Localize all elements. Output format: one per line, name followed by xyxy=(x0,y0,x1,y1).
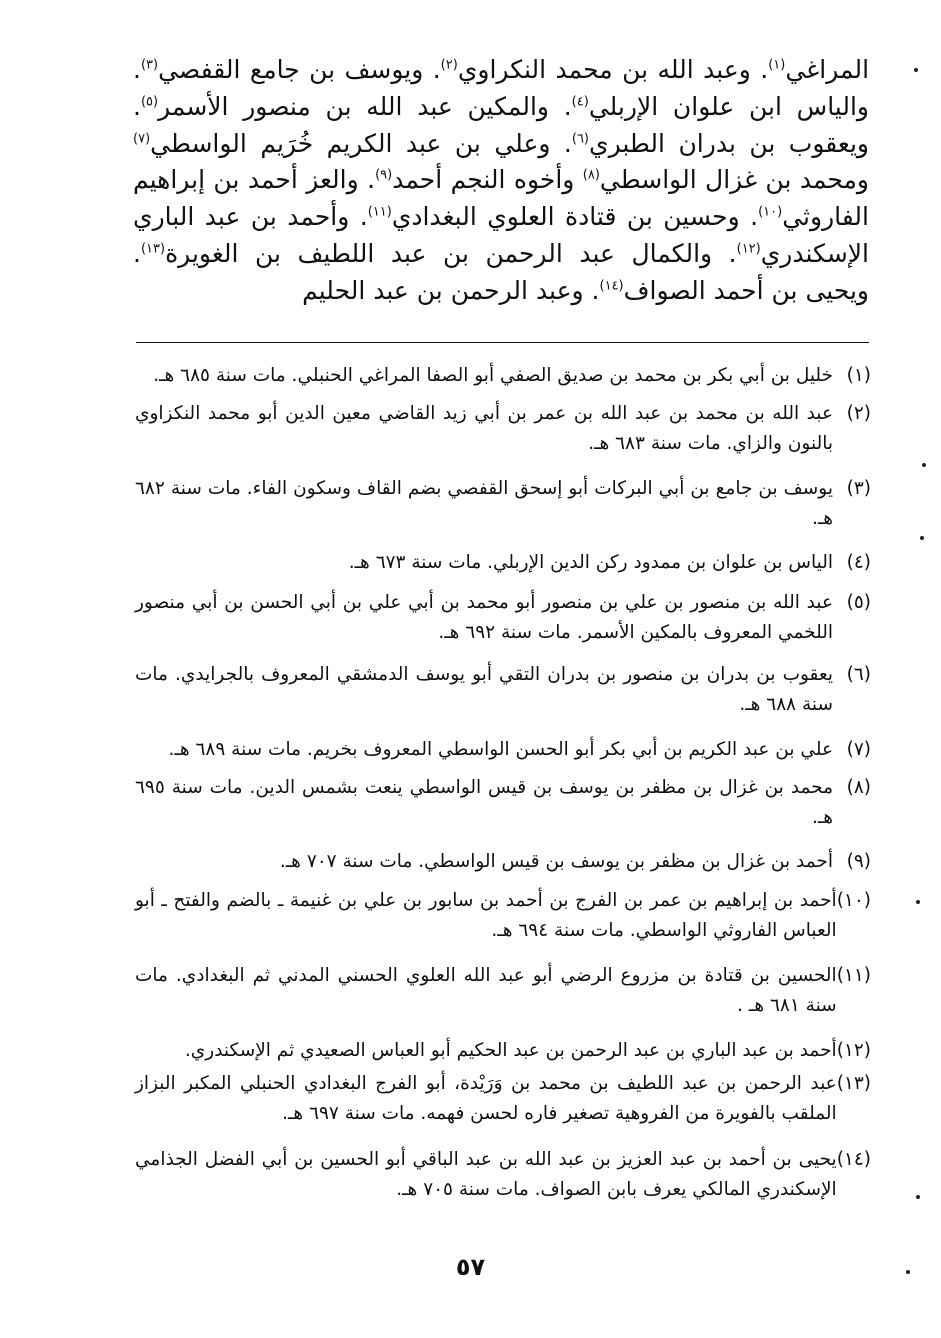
footnote-text: محمد بن غزال بن مظفر بن يوسف بن قيس الواسطي ينعت بشمس الدين. مات سنة ٦٩٥ هـ. xyxy=(135,777,833,828)
footnote-text: أحمد بن عبد الباري بن عبد الرحمن بن عبد الحكيم أبو العباس الصعيدي ثم الإسكندري. xyxy=(184,1040,837,1061)
footnote-text: خليل بن أبي بكر بن محمد بن صديق الصفي أبو الصفا المراغي الحنبلي. مات سنة ٦٨٥ هـ. xyxy=(153,365,833,386)
footnote-number: (٨) xyxy=(846,777,871,798)
text-run: . ويعقوب بن بدران الطبري xyxy=(133,91,869,158)
footnote-reference: (٤) xyxy=(571,94,589,110)
footnote-reference: (٩) xyxy=(375,168,393,184)
footnote-divider xyxy=(136,342,869,343)
footnote-number: (١٤) xyxy=(836,1149,871,1170)
footnote-text: أحمد بن غزال بن مظفر بن يوسف بن قيس الواسطي. مات سنة ٧٠٧ هـ. xyxy=(279,851,833,872)
footnote-number: (٣) xyxy=(846,478,871,499)
footnote-3 xyxy=(135,474,871,534)
footnote-reference: (٦) xyxy=(571,131,589,147)
footnote-number: (١٣) xyxy=(836,1073,871,1094)
footnote-reference: (١) xyxy=(768,57,786,73)
footnote-text: علي بن عبد الكريم بن أبي بكر أبو الحسن الواسطي المعروف بخريم. مات سنة ٦٨٩ هـ. xyxy=(168,739,833,760)
footnote-reference: (٣) xyxy=(140,57,159,73)
footnote-7 xyxy=(135,735,871,765)
footnote-reference: (١٤) xyxy=(599,278,624,294)
footnote-reference: (٥) xyxy=(140,94,159,110)
footnote-5 xyxy=(135,588,871,648)
footnote-reference: (١٣) xyxy=(140,241,166,257)
text-run: . والكمال عبد الرحمن بن عبد اللطيف بن الغويرة xyxy=(165,238,737,268)
footnote-text: أحمد بن إبراهيم بن عمر بن الفرج بن أحمد بن سابور بن علي بن غنيمة ـ بالضم والفتح ـ أبو العباس الفاروثي الواسطي. مات سنة ٦٩٤ هـ. xyxy=(135,890,837,941)
footnote-text: عبد الله بن منصور بن علي بن منصور أبو محمد بن أبي علي بن أبي الحسن بن أبي منصور اللخمي المعروف بالمكين الأسمر. مات سنة ٦٩٢ هـ. xyxy=(135,592,833,643)
scan-speck xyxy=(906,1270,910,1274)
text-run: . ويحيى بن أحمد الصواف xyxy=(133,238,869,305)
text-run: . والعز أحمد بن إبراهيم الفاروثي xyxy=(133,165,869,232)
text-run: . وعلي بن عبد الكريم خُرَيم الواسطي xyxy=(150,128,572,158)
footnote-reference: (٧) xyxy=(133,131,151,147)
text-run: المراغي xyxy=(785,55,870,84)
text-run: ومحمد بن غزال الواسطي xyxy=(599,165,870,195)
footnote-number: (١١) xyxy=(836,965,871,986)
text-run: . والياس ابن علوان الإربلي xyxy=(133,55,869,121)
text-run: . وحسين بن قتادة العلوي البغدادي xyxy=(391,202,759,232)
text-run: . وعبد الله بن محمد النكراوي xyxy=(457,55,769,84)
footnote-reference: (١٢) xyxy=(736,241,761,257)
footnote-6 xyxy=(135,660,871,720)
main-paragraph xyxy=(133,52,869,310)
scan-speck xyxy=(920,536,924,540)
footnote-text: الحسين بن قتادة بن مزروع الرضي أبو عبد الله العلوي الحسني المدني ثم البغدادي. مات سنة ٦٨١ هـ . xyxy=(135,965,837,1016)
footnote-8 xyxy=(135,773,871,833)
text-run: وأخوه النجم أحمد xyxy=(392,165,583,195)
footnote-number: (١) xyxy=(846,365,871,386)
footnote-number: (٦) xyxy=(846,664,871,685)
footnote-12 xyxy=(135,1036,871,1066)
footnote-reference: (٨) xyxy=(582,168,600,184)
footnote-text: الياس بن علوان بن ممدود ركن الدين الإربلي. مات سنة ٦٧٣ هـ. xyxy=(348,552,833,573)
text-run: . والمكين عبد الله بن منصور الأسمر xyxy=(158,91,572,121)
footnote-number: (٩) xyxy=(846,851,871,872)
footnote-number: (١٢) xyxy=(836,1040,871,1061)
footnote-text: يحيى بن أحمد بن عبد العزيز بن عبد الله بن عبد الباقي أبو الحسين بن أبي الفضل الجذامي الإسكندري المالكي يعرف بابن الصواف. مات سنة ٧٠٥ هـ. xyxy=(135,1149,837,1200)
footnote-1 xyxy=(135,361,871,391)
footnote-number: (٧) xyxy=(846,739,871,760)
footnote-2 xyxy=(135,399,871,459)
footnote-text: يعقوب بن بدران بن منصور بن بدران التقي أبو يوسف الدمشقي المعروف بالجرايدي. مات سنة ٦٨٨ هـ. xyxy=(135,664,833,715)
footnote-text: عبد الرحمن بن عبد اللطيف بن محمد بن وَرَيْدة، أبو الفرج البغدادي الحنبلي المكبر البزاز الملقب بالفويرة من الفروهية تصغير فاره لحسن فهمه. مات سنة ٦٩٧ هـ. xyxy=(135,1073,837,1124)
text-run: . وأحمد بن عبد الباري الإسكندري xyxy=(133,202,869,268)
footnote-9 xyxy=(135,847,871,877)
page-number: ٥٧ xyxy=(455,1253,486,1281)
footnote-reference: (٢) xyxy=(440,57,458,73)
footnote-13 xyxy=(135,1069,871,1129)
footnote-11 xyxy=(135,961,871,1021)
footnote-reference: (١٠) xyxy=(758,204,783,220)
footnote-text: يوسف بن جامع بن أبي البركات أبو إسحق القفصي بضم القاف وسكون الفاء. مات سنة ٦٨٢ هـ. xyxy=(135,478,833,529)
footnote-4 xyxy=(135,548,871,578)
footnote-number: (٤) xyxy=(846,552,871,573)
text-run: . ويوسف بن جامع القفصي xyxy=(158,55,441,84)
scan-speck xyxy=(922,463,926,467)
footnote-number: (٥) xyxy=(846,592,871,613)
scan-speck xyxy=(916,900,920,904)
footnote-14 xyxy=(135,1145,871,1205)
text-run: . وعبد الرحمن بن عبد الحليم xyxy=(302,275,600,305)
footnote-reference: (١١) xyxy=(367,204,392,220)
scan-speck xyxy=(916,1195,920,1199)
footnote-10 xyxy=(135,886,871,946)
footnote-number: (٢) xyxy=(846,403,871,424)
footnote-number: (١٠) xyxy=(836,890,871,911)
footnote-text: عبد الله بن محمد بن عبد الله بن عمر بن أبي زيد القاضي معين الدين أبو محمد النكزاوي بالنون والزاي. مات سنة ٦٨٣ هـ. xyxy=(135,403,833,454)
scan-speck xyxy=(914,68,918,72)
